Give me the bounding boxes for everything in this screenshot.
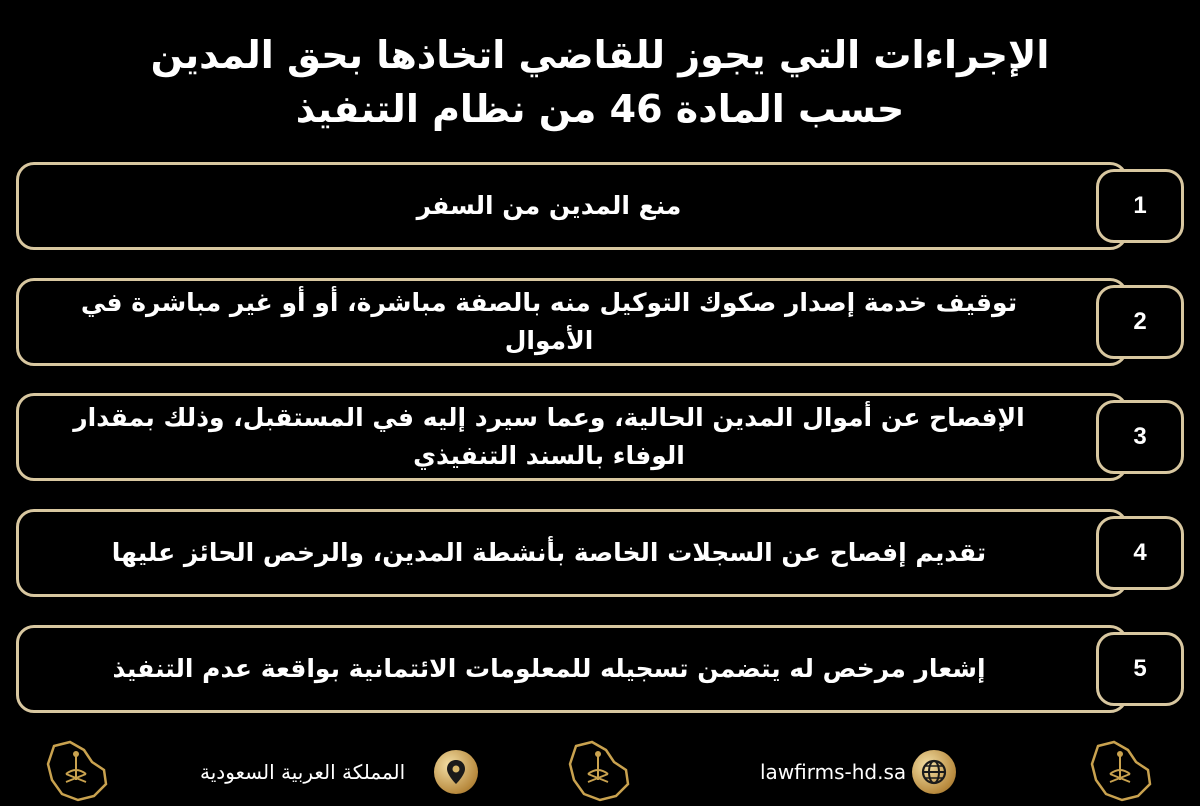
title-line-2: حسب المادة 46 من نظام التنفيذ xyxy=(295,87,905,131)
procedure-number-badge: 1 xyxy=(1096,169,1184,243)
procedure-text: الإفصاح عن أموال المدين الحالية، وعما سيرد إليه في المستقبل، وذلك بمقدار الوفاء بالسند التنفيذي xyxy=(73,403,1025,470)
procedure-item-1 xyxy=(16,162,1128,250)
title-line-1: الإجراءات التي يجوز للقاضي اتخاذها بحق المدين xyxy=(150,33,1050,77)
location-pin-icon xyxy=(434,750,478,794)
location-label: المملكة العربية السعودية xyxy=(200,760,406,784)
saudi-map-emblem-icon xyxy=(1084,736,1156,806)
procedure-text: منع المدين من السفر xyxy=(416,191,682,220)
procedure-text: توقيف خدمة إصدار صكوك التوكيل منه بالصفة مباشرة، أو أو غير مباشرة في الأموال xyxy=(80,288,1018,355)
saudi-map-emblem-icon xyxy=(562,736,634,806)
procedure-item-3 xyxy=(16,393,1128,481)
globe-icon xyxy=(912,750,956,794)
procedure-number-badge: 4 xyxy=(1096,516,1184,590)
footer xyxy=(0,730,1200,800)
procedure-item-2 xyxy=(16,278,1128,366)
saudi-map-emblem-icon xyxy=(40,736,112,806)
procedure-number-badge: 2 xyxy=(1096,285,1184,359)
procedure-number-badge: 5 xyxy=(1096,632,1184,706)
procedure-item-5 xyxy=(16,625,1128,713)
procedure-number-badge: 3 xyxy=(1096,400,1184,474)
procedure-text: تقديم إفصاح عن السجلات الخاصة بأنشطة المدين، والرخص الحائز عليها xyxy=(111,538,987,567)
procedure-text: إشعار مرخص له يتضمن تسجيله للمعلومات الائتمانية بواقعة عدم التنفيذ xyxy=(112,654,986,683)
website-label[interactable]: lawfirms-hd.sa xyxy=(760,760,907,784)
procedure-item-4 xyxy=(16,509,1128,597)
